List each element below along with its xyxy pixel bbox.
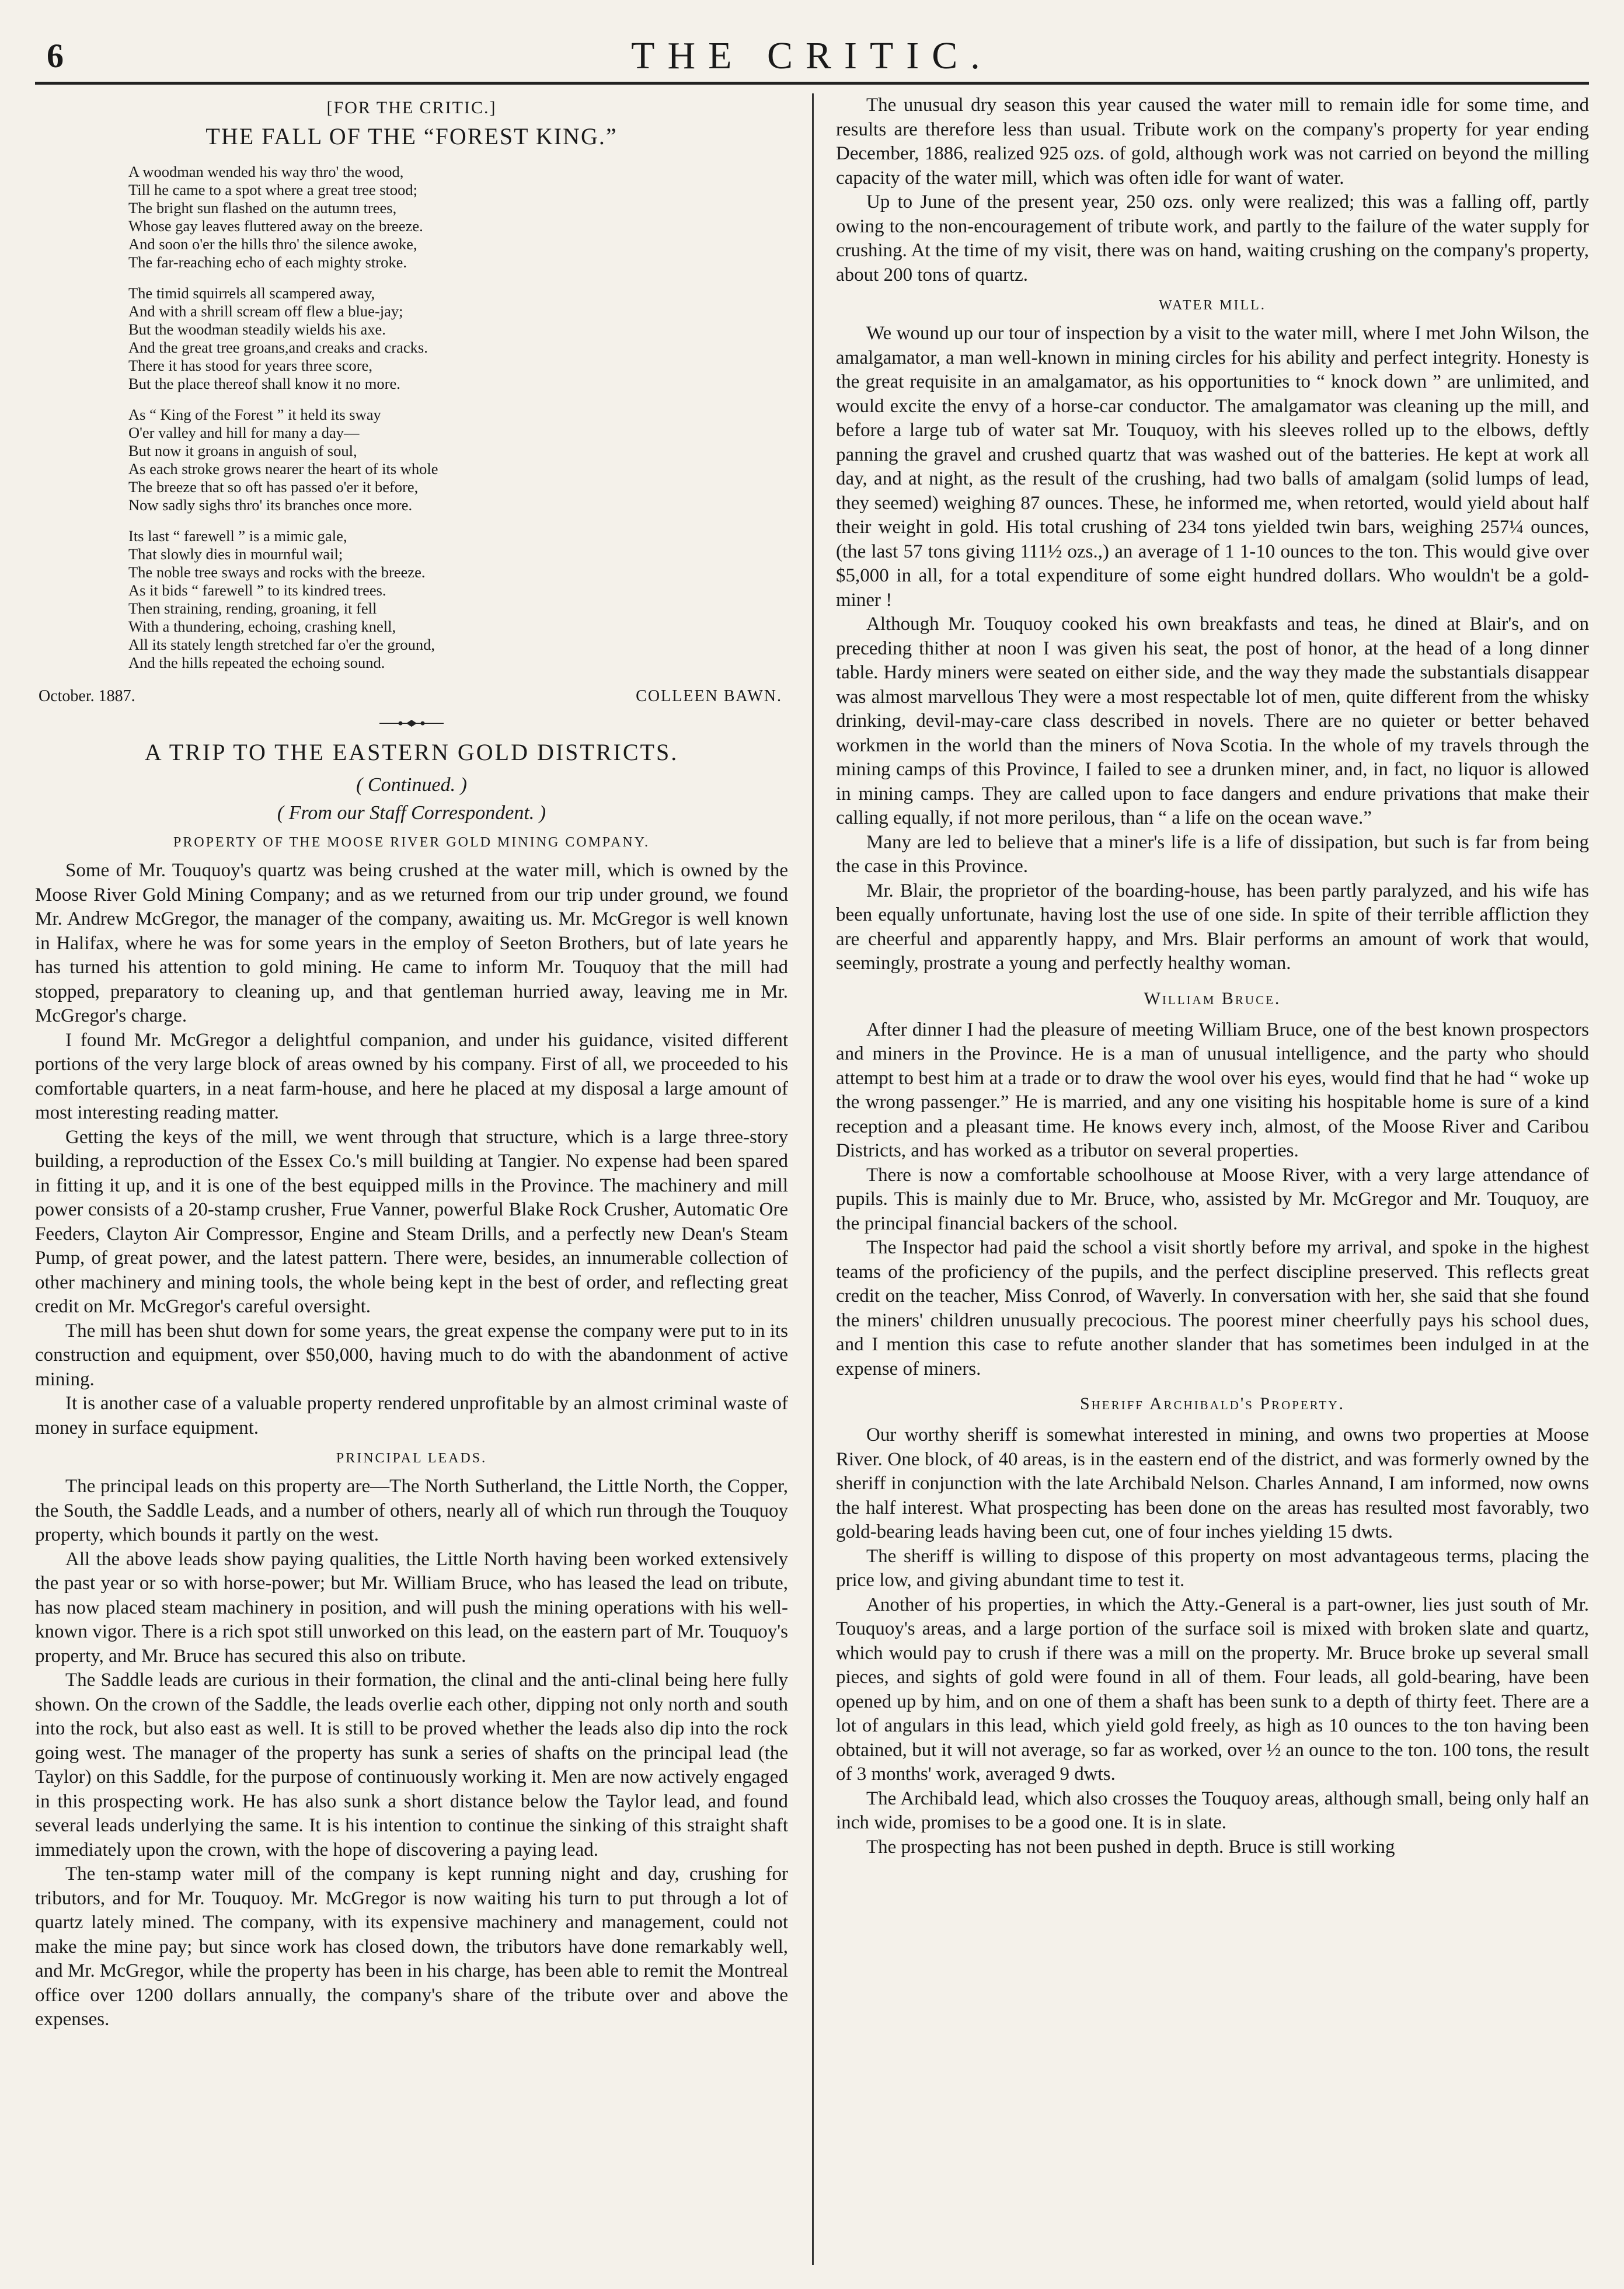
article-paragraph: Up to June of the present year, 250 ozs. only were realized; this was a falling off, partly owing to the non-encouragement of tribute work, and partly to the failure of the water supply for crushing. At the time of my visit, there was on hand, waiting crushing on the company's property, about 200 tons of quartz. <box>836 191 1589 285</box>
poem-line: And soon o'er the hills thro' the silence awoke, <box>128 235 417 253</box>
poem-line: Now sadly sighs thro' its branches once more. <box>128 496 413 514</box>
article-paragraph: All the above leads show paying qualities, the Little North having been worked extensively the past year or so with horse-power; but Mr. William Bruce, who has leased the lead on tribute, has now placed steam machinery in position, and will push the mining operations with his well-known vigor. There is a rich spot still unworked on this lead, on the eastern part of Mr. Touquoy's property, and Mr. Bruce has secured this also on tribute. <box>35 1548 788 1667</box>
poem-stanza <box>128 284 788 393</box>
article-paragraph: Getting the keys of the mill, we went through that structure, which is a large three-story building, a reproduction of the Essex Co.'s mill building at Tangier. No expense had been spared in fitting it up, and it is one of the best equipped mills in the Province. The machinery and mill power consists of a 20-stamp crusher, Frue Vanner, powerful Blake Rock Crusher, Automatic Ore Feeders, Clayton Air Compressor, Engine and Steam Drills, and a perfectly new Dean's Steam Pump, of great power, and the latest pattern. There were, besides, an innumerable collection of other machinery and mining tools, the whole being kept in the best of order, and reflecting great credit on Mr. McGregor's careful oversight. <box>35 1126 788 1317</box>
left-column <box>35 93 788 2265</box>
poem-line: Whose gay leaves fluttered away on the breeze. <box>128 217 423 235</box>
section-heading: PROPERTY OF THE MOOSE RIVER GOLD MINING COMPANY. <box>173 835 650 850</box>
section-heading: WATER MILL. <box>1159 298 1266 313</box>
poem-stanza <box>128 406 788 514</box>
ornament-icon <box>379 719 444 727</box>
article-paragraph: The Saddle leads are curious in their formation, the clinal and the anti-clinal being here fully shown. On the crown of the Saddle, the leads overlie each other, dipping not only north and south into the rock, but also east as well. It is still to be proved whether the leads also dip into the rock going west. The manager of the property has sunk a series of shafts on the principal lead (the Taylor) on this Saddle, for the purpose of continuously working it. Men are now actively engaged in this prospecting work. He has also sunk a short distance below the Taylor lead, and found several leads underlying the same. It is his intention to continue the sinking of this straight shaft immediately upon the crown, with the hope of discovering a paying lead. <box>35 1670 788 1861</box>
poem-line: And the hills repeated the echoing sound. <box>128 654 385 671</box>
article-paragraph: We wound up our tour of inspection by a visit to the water mill, where I met John Wilson, the amalgamator, a man well-known in mining circles for his ability and perfect integrity. Honesty is the great requisite in an amalgamator, as his opportunities to “ knock down ” are unlimited, and would excite the envy of a horse-car conductor. The amalgamator was cleaning up the mill, and before a large tub of water sat Mr. Touquoy, with his sleeves rolled up to the elbows, deftly panning the gravel and crushed quartz that was washed out of the batteries. He kept at work all day, and at night, as the result of the crushing, had two balls of amalgam (solid lumps of lead, they seemed) weighing 87 ounces. These, he informed me, when retorted, would yield about half their weight in gold. His total crushing of 234 tons yielded twin bars, weighing 257¼ ounces, (the last 57 tons giving 111½ ozs.,) an average of 1 1-10 ounces to the ton. This would give over $5,000 in all, for a total expenditure of some eight hundred dollars. Who wouldn't be a gold-miner ! <box>836 323 1589 611</box>
section-heading: Sheriff Archibald's Property. <box>1079 1394 1346 1413</box>
poem-signature <box>35 685 788 708</box>
article-paragraph: The ten-stamp water mill of the company is kept running night and day, crushing for tributors, and for Mr. Touquoy. Mr. McGregor is now waiting his turn to put through a lot of quartz lately mined. The company, with its expensive machinery and management, could not make the mine pay; but since work has closed down, the tributors have done remarkably well, and Mr. McGregor, while the property has been in his charge, has been able to remit the Montreal office over 1200 dollars annually, the company's share of the tribute over and above the expenses. <box>35 1863 788 2030</box>
poem-line: O'er valley and hill for many a day— <box>128 424 360 441</box>
poem-line: That slowly dies in mournful wail; <box>128 545 343 563</box>
article-paragraph: The prospecting has not been pushed in depth. Bruce is still working <box>866 1836 1395 1858</box>
article-paragraph: Mr. Blair, the proprietor of the boarding-house, has been partly paralyzed, and his wife has been equally unfortunate, having lost the use of one side. In spite of their terrible affliction they are cheerful and apparently happy, and Mrs. Blair performs an amount of work that would, seemingly, prostrate a young and perfectly healthy woman. <box>836 880 1589 974</box>
section-heading: William Bruce. <box>1144 988 1281 1008</box>
article-paragraph: Some of Mr. Touquoy's quartz was being crushed at the water mill, which is owned by the Moose River Gold Mining Company; and as we returned from our trip under ground, we found Mr. Andrew McGregor, the manager of the company, awaiting us. Mr. McGregor is well known in Halifax, where he was for some years in the employ of Seeton Brothers, but of late years he has turned his attention to gold mining. He came to inform Mr. Touquoy that the mill had stopped, preparatory to cleaning up, and that gentleman hurried away, leaving me in Mr. McGregor's charge. <box>35 860 788 1026</box>
poem-stanza <box>128 527 788 672</box>
poem-line: The noble tree sways and rocks with the breeze. <box>128 563 426 581</box>
article-continued: ( Continued. ) <box>356 774 467 796</box>
poem-line: And with a shrill scream off flew a blue-jay; <box>128 302 403 320</box>
article-paragraph: Another of his properties, in which the Atty.-General is a part-owner, lies just south of Mr. Touquoy's areas, and a large portion of the surface soil is mixed with broken slate and quartz, which would pay to crush if there was a mill on the property. Mr. Bruce broke up several small pieces, and sights of gold were found in all of them. Four leads, all gold-bearing, have been opened up by him, and on one of them a shaft has been sunk to a depth of thirty feet. There are a lot of angulars in this lead, which yield gold freely, as high as 10 ounces to the ton having been obtained, but it will not average, so far as worked, over ½ an ounce to the ton. 100 tons, the result of 3 months' work, averaged 9 dwts. <box>836 1594 1589 1785</box>
poem-line: As each stroke grows nearer the heart of its whole <box>128 460 438 478</box>
poem-line: But the place thereof shall know it no more. <box>128 375 400 392</box>
poem-line: All its stately length stretched far o'er the ground, <box>128 636 435 653</box>
poem-line: With a thundering, echoing, crashing knell, <box>128 618 396 635</box>
article-paragraph: The Inspector had paid the school a visit shortly before my arrival, and spoke in the highest teams of the proficiency of the pupils, and the perfect discipline preserved. This reflects great credit on the teacher, Miss Conrod, of Waverly. In conversation with her, she said that she found the miners' children unusually precocious. The poorest miner cheerfully pays his school dues, and I mention this case to refute another slander that has sometimes been indulged in at the expense of miners. <box>836 1237 1589 1379</box>
columns <box>35 93 1589 2265</box>
article-paragraph: The mill has been shut down for some years, the great expense the company were put to in its construction and equipment, over $50,000, having much to do with the abandonment of active mining. <box>35 1320 788 1390</box>
article-paragraph: Many are led to believe that a miner's life is a life of dissipation, but such is far from being the case in this Province. <box>836 831 1589 877</box>
masthead <box>35 23 1589 88</box>
ornament-divider <box>35 714 788 731</box>
poem-author: COLLEEN BAWN. <box>636 687 782 705</box>
poem-date: October. 1887. <box>39 687 135 705</box>
article-byline: ( From our Staff Correspondent. ) <box>277 802 546 824</box>
poem-line: And the great tree groans,and creaks and cracks. <box>128 339 428 356</box>
poem-kicker: [FOR THE CRITIC.] <box>326 98 497 117</box>
article-paragraph: Our worthy sheriff is somewhat interested in mining, and owns two properties at Moose River. One block, of 40 areas, is in the eastern end of the district, and was formerly owned by the sheriff in conjunction with the late Archibald Nelson. Charles Annand, I am informed, now owns the half interest. What prospecting has been done on the areas has resulted most favorably, two gold-bearing leads having been cut, one of four inches yielding 15 dwts. <box>836 1424 1589 1542</box>
article-paragraph: The unusual dry season this year caused the water mill to remain idle for some time, and results are therefore less than usual. Tribute work on the company's property for year ending December, 1886, realized 925 ozs. of gold, although work was not carried on beyond the milling capacity of the water mill, which was often idle for want of water. <box>836 95 1589 189</box>
poem-line: The bright sun flashed on the autumn trees, <box>128 199 397 217</box>
article-title: A TRIP TO THE EASTERN GOLD DISTRICTS. <box>144 739 679 765</box>
poem-line: The far-reaching echo of each mighty stroke. <box>128 253 407 271</box>
poem-line: As “ King of the Forest ” it held its sway <box>128 406 381 423</box>
poem-line: But the woodman steadily wields his axe. <box>128 320 386 338</box>
poem-stanza <box>128 163 788 271</box>
publication-title: THE CRITIC. <box>631 34 993 77</box>
article-paragraph: The principal leads on this property are—The North Sutherland, the Little North, the Copper, the South, the Saddle Leads, and a number of others, nearly all of which run through the Touquoy property, which bounds it partly on the west. <box>35 1476 788 1545</box>
section-heading: PRINCIPAL LEADS. <box>336 1451 487 1466</box>
poem-line: The timid squirrels all scampered away, <box>128 284 375 302</box>
article-paragraph: There is now a comfortable schoolhouse at Moose River, with a very large attendance of pupils. This is mainly due to Mr. Bruce, who, assisted by Mr. McGregor and Mr. Touquoy, are the principal financial backers of the school. <box>836 1164 1589 1234</box>
poem-line: Then straining, rending, groaning, it fell <box>128 600 377 617</box>
article-paragraph: The Archibald lead, which also crosses the Touquoy areas, although small, being only half an inch wide, promises to be a good one. It is in slate. <box>836 1788 1589 1833</box>
column-divider <box>812 93 814 2265</box>
masthead-rule <box>35 82 1589 85</box>
article-paragraph: After dinner I had the pleasure of meeting William Bruce, one of the best known prospectors and miners in the Province. He is a man of unusual intelligence, and the party who should attempt to best him at a trade or to draw the wool over his eyes, would find that he had “ woke up the wrong passenger.” He is married, and any one visiting his hospitable home is sure of a kind reception and a pleasant time. He knows every inch, almost, of the Moose River and Caribou Districts, and has worked as a tributor on several properties. <box>836 1019 1589 1161</box>
newspaper-page <box>35 23 1589 2265</box>
article-paragraph: Although Mr. Touquoy cooked his own breakfasts and teas, he dined at Blair's, and on preceding thither at noon I was given his seat, the post of honor, at the head of a long dinner table. Hardy miners were seated on either side, and the way they made the substantials disappear was almost marvellous They were a most respectable lot of men, quite different from the whisky drinking, devil-may-care class described in novels. There are no quieter or better behaved workmen in the world than the miners of Nova Scotia. In the whole of my travels through the mining camps of this Province, I failed to see a drunken miner, and, in fact, no liquor is allowed in mining camps. They are called upon to face dangers and endure privations that make their calling equally, if not more perilous, than “ a life on the ocean wave.” <box>836 614 1589 828</box>
poem-line: A woodman wended his way thro' the wood, <box>128 163 404 180</box>
poem-line: Till he came to a spot where a great tree stood; <box>128 181 418 198</box>
article-paragraph: I found Mr. McGregor a delightful companion, and under his guidance, visited different portions of the very large block of areas owned by his company. First of all, we proceeded to his comfortable quarters, in a neat farm-house, and here he placed at my disposal a large amount of most interesting reading matter. <box>35 1029 788 1123</box>
article-paragraph: It is another case of a valuable property rendered unprofitable by an almost criminal waste of money in surface equipment. <box>35 1393 788 1438</box>
poem-line: There it has stood for years three score, <box>128 357 372 374</box>
poem-line: The breeze that so oft has passed o'er it before, <box>128 478 419 496</box>
poem-line: As it bids “ farewell ” to its kindred trees. <box>128 581 386 599</box>
poem-line: But now it groans in anguish of soul, <box>128 442 357 459</box>
page-number: 6 <box>47 37 64 75</box>
right-column <box>836 93 1589 2265</box>
poem-title: THE FALL OF THE “FOREST KING.” <box>205 123 618 149</box>
poem-line: Its last “ farewell ” is a mimic gale, <box>128 527 347 545</box>
article-paragraph: The sheriff is willing to dispose of this property on most advantageous terms, placing the price low, and giving abundant time to test it. <box>836 1545 1589 1591</box>
